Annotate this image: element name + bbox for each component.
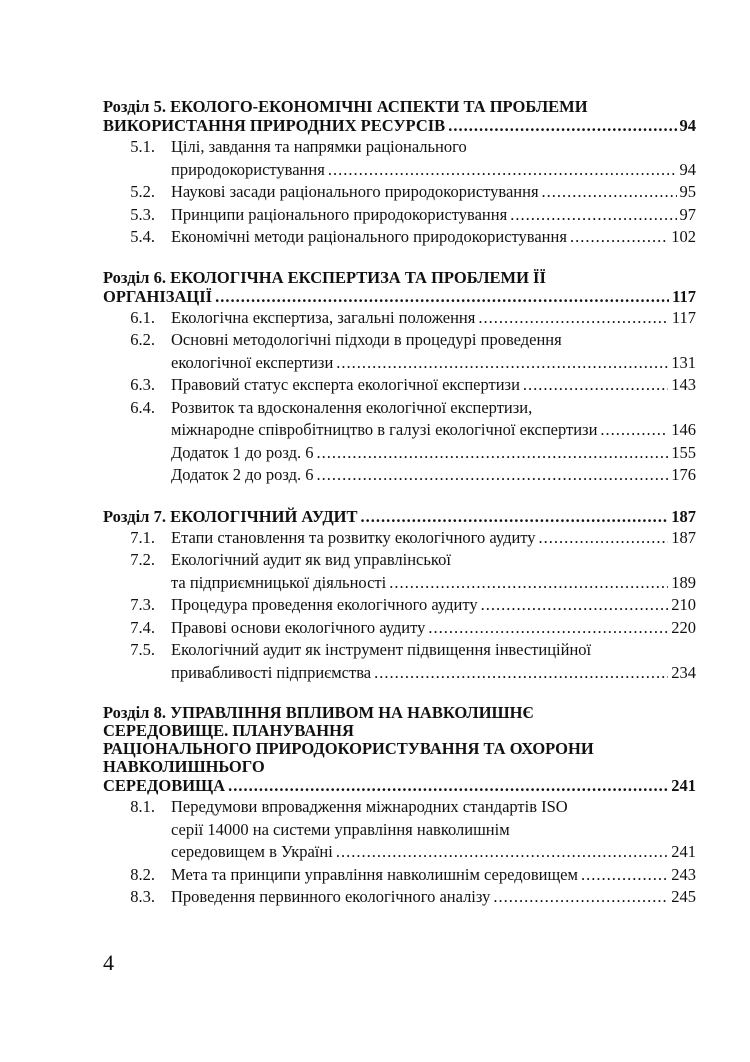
- dot-leader: [336, 841, 668, 864]
- entry-number: 7.5.: [130, 640, 155, 659]
- dot-leader: [539, 527, 669, 550]
- entry-page: 97: [679, 204, 696, 224]
- entry-title: екологічної експертизи: [171, 352, 334, 372]
- entry-last-line: [171, 352, 696, 375]
- section-page: 241: [671, 776, 696, 795]
- toc-entry[interactable]: [103, 374, 696, 397]
- entry-page: 210: [671, 595, 696, 614]
- toc-entry[interactable]: [103, 527, 696, 550]
- entry-page: 117: [671, 307, 696, 327]
- entry-line: Розвиток та вдосконалення екологічної експертизи,: [171, 397, 533, 417]
- section-title-text: Розділ 7. ЕКОЛОГІЧНИЙ АУДИТ: [103, 506, 358, 526]
- entry-page: 95: [679, 182, 696, 201]
- entry-last-line: [171, 864, 696, 887]
- toc-entry[interactable]: [103, 397, 696, 442]
- entry-last-line: [171, 181, 696, 204]
- entry-line: серії 14000 на системи управління навколишнім: [171, 819, 510, 839]
- entry-title: природокористування: [171, 159, 325, 179]
- entry-number: 8.3.: [130, 887, 155, 906]
- toc-entry[interactable]: [103, 617, 696, 640]
- entry-body: [171, 594, 696, 617]
- entry-page: 220: [671, 617, 696, 637]
- entry-title: Додаток 2 до розд. 6: [171, 465, 314, 484]
- dot-leader: [215, 287, 669, 307]
- entry-last-line: [171, 419, 696, 442]
- entry-body: [171, 442, 696, 465]
- section-title-row: [103, 116, 696, 136]
- dot-leader: [428, 617, 668, 640]
- section-title-line: НАВКОЛИШНЬОГО: [103, 757, 265, 776]
- section-title-line: РАЦІОНАЛЬНОГО ПРИРОДОКОРИСТУВАННЯ ТА ОХОРОНИ: [103, 739, 594, 758]
- entry-last-line: [171, 886, 696, 909]
- entry-number: 7.4.: [130, 617, 155, 637]
- entry-title: Наукові засади раціонального природокористування: [171, 182, 539, 201]
- entry-last-line: [171, 662, 696, 685]
- section-title-text: ВИКОРИСТАННЯ ПРИРОДНИХ РЕСУРСІВ: [103, 116, 446, 135]
- entry-last-line: [171, 204, 696, 227]
- toc-section: [103, 704, 696, 909]
- entry-title: та підприємницької діяльності: [171, 572, 387, 592]
- section-title[interactable]: [103, 507, 696, 527]
- toc-entry[interactable]: [103, 442, 696, 465]
- dot-leader: [542, 181, 677, 204]
- dot-leader: [510, 204, 676, 227]
- dot-leader: [600, 419, 668, 442]
- entry-title: Принципи раціонального природокористування: [171, 204, 508, 224]
- entry-body: [171, 329, 696, 374]
- entry-title: Проведення первинного екологічного аналізу: [171, 887, 491, 906]
- entry-last-line: [171, 572, 696, 595]
- section-title-line: СЕРЕДОВИЩЕ. ПЛАНУВАННЯ: [103, 721, 354, 740]
- dot-leader: [570, 226, 668, 249]
- entry-title: міжнародне співробітництво в галузі екологічної експертизи: [171, 420, 598, 439]
- entry-title: привабливості підприємства: [171, 662, 372, 682]
- entry-number: 7.3.: [130, 595, 155, 614]
- entry-number: 5.3.: [130, 204, 155, 224]
- entry-body: [171, 886, 696, 909]
- entry-page: 234: [671, 662, 696, 682]
- dot-leader: [389, 572, 668, 595]
- entry-number: 5.4.: [130, 227, 155, 246]
- toc-entry[interactable]: [103, 639, 696, 684]
- entry-page: 155: [671, 442, 696, 462]
- entry-title: Мета та принципи управління навколишнім середовищем: [171, 864, 578, 884]
- entry-body: [171, 527, 696, 550]
- entry-last-line: [171, 307, 696, 330]
- section-page: 187: [671, 506, 696, 526]
- section-title-line: Розділ 8. УПРАВЛІННЯ ВПЛИВОМ НА НАВКОЛИШНЄ: [103, 703, 534, 722]
- section-title-text: ОРГАНІЗАЦІЇ: [103, 286, 213, 306]
- entry-number: 5.2.: [130, 182, 155, 201]
- dot-leader: [374, 662, 668, 685]
- entry-body: [171, 181, 696, 204]
- toc-entry[interactable]: [103, 549, 696, 594]
- toc-section: [103, 98, 696, 249]
- entry-number: 6.3.: [130, 375, 155, 394]
- entry-title: Процедура проведення екологічного аудиту: [171, 595, 478, 614]
- entry-number: 5.1.: [130, 137, 155, 156]
- entry-title: середовищем в Україні: [171, 842, 333, 861]
- entry-body: [171, 307, 696, 330]
- section-title-line: Розділ 6. ЕКОЛОГІЧНА ЕКСПЕРТИЗА ТА ПРОБЛЕМИ ЇЇ: [103, 267, 546, 287]
- entry-body: [171, 464, 696, 487]
- entry-page: 241: [671, 842, 696, 861]
- toc-entry[interactable]: [103, 594, 696, 617]
- entry-number: 6.2.: [130, 330, 155, 349]
- toc-section: [103, 507, 696, 685]
- section-title-row: [103, 507, 696, 527]
- section-page: 94: [679, 116, 696, 135]
- entry-title: Додаток 1 до розд. 6: [171, 442, 314, 462]
- table-of-contents: [103, 98, 696, 929]
- entry-title: Правовий статус експерта екологічної експертизи: [171, 375, 520, 394]
- entry-title: Етапи становлення та розвитку екологічного аудиту: [171, 527, 536, 547]
- dot-leader: [493, 886, 668, 909]
- entry-last-line: [171, 527, 696, 550]
- entry-last-line: [171, 159, 696, 182]
- toc-section: [103, 269, 696, 487]
- dot-leader: [478, 307, 669, 330]
- entry-page: 245: [671, 887, 696, 906]
- entry-page: 243: [671, 864, 696, 884]
- dot-leader: [328, 159, 677, 182]
- section-page: 117: [672, 286, 696, 306]
- section-title[interactable]: [103, 704, 696, 796]
- dot-leader: [448, 116, 676, 136]
- entry-number: 7.2.: [130, 550, 155, 569]
- entry-title: Екологічна експертиза, загальні положення: [171, 307, 476, 327]
- toc-entry[interactable]: [103, 886, 696, 909]
- entry-title: Правові основи екологічного аудиту: [171, 617, 426, 637]
- dot-leader: [336, 352, 668, 375]
- entry-last-line: [171, 617, 696, 640]
- entry-page: 189: [671, 572, 696, 592]
- entry-last-line: [171, 442, 696, 465]
- dot-leader: [481, 594, 669, 617]
- entry-number: 7.1.: [130, 527, 155, 547]
- entry-last-line: [171, 841, 696, 864]
- dot-leader: [228, 776, 668, 796]
- section-title[interactable]: [103, 269, 696, 307]
- entry-body: [171, 617, 696, 640]
- entry-page: 146: [671, 420, 696, 439]
- entry-body: [171, 549, 696, 594]
- entry-last-line: [171, 226, 696, 249]
- toc-entry[interactable]: [103, 307, 696, 330]
- dot-leader: [316, 464, 668, 487]
- entry-body: [171, 374, 696, 397]
- entry-line: Основні методологічні підходи в процедурі проведення: [171, 330, 562, 349]
- entry-page: 176: [671, 465, 696, 484]
- entry-line: Екологічний аудит як інструмент підвищення інвестиційної: [171, 640, 592, 659]
- entry-body: [171, 397, 696, 442]
- entry-body: [171, 796, 696, 864]
- entry-number: 6.4.: [130, 397, 155, 417]
- section-title-text: СЕРЕДОВИЩА: [103, 776, 226, 795]
- entry-body: [171, 864, 696, 887]
- section-title-row: [103, 287, 696, 307]
- dot-leader: [581, 864, 668, 887]
- entry-number: 6.1.: [130, 307, 155, 327]
- entry-body: [171, 204, 696, 227]
- dot-leader: [361, 507, 669, 527]
- entry-body: [171, 136, 696, 181]
- section-title-line: Розділ 5. ЕКОЛОГО-ЕКОНОМІЧНІ АСПЕКТИ ТА ПРОБЛЕМИ: [103, 97, 588, 116]
- dot-leader: [523, 374, 668, 397]
- section-title[interactable]: [103, 98, 696, 136]
- entry-title: Економічні методи раціонального природокористування: [171, 227, 567, 246]
- toc-entry[interactable]: [103, 226, 696, 249]
- dot-leader: [316, 442, 668, 465]
- entry-body: [171, 639, 696, 684]
- toc-entry[interactable]: [103, 329, 696, 374]
- entry-line: Цілі, завдання та напрямки раціонального: [171, 137, 467, 156]
- entry-line: Передумови впровадження міжнародних стандартів ISO: [171, 797, 568, 816]
- entry-number: 8.1.: [130, 797, 155, 816]
- toc-entry[interactable]: [103, 181, 696, 204]
- section-title-row: [103, 776, 696, 796]
- entry-page: 187: [671, 527, 696, 547]
- entry-last-line: [171, 374, 696, 397]
- toc-entry[interactable]: [103, 136, 696, 181]
- entry-last-line: [171, 594, 696, 617]
- toc-entry[interactable]: [103, 204, 696, 227]
- entry-body: [171, 226, 696, 249]
- entry-number: 8.2.: [130, 864, 155, 884]
- toc-entry[interactable]: [103, 464, 696, 487]
- page-number: 4: [103, 950, 114, 975]
- entry-page: 94: [679, 159, 696, 179]
- entry-line: Екологічний аудит як вид управлінської: [171, 550, 451, 569]
- entry-page: 143: [671, 375, 696, 394]
- toc-entry[interactable]: [103, 796, 696, 864]
- entry-page: 131: [671, 352, 696, 372]
- toc-entry[interactable]: [103, 864, 696, 887]
- entry-page: 102: [671, 227, 696, 246]
- entry-last-line: [171, 464, 696, 487]
